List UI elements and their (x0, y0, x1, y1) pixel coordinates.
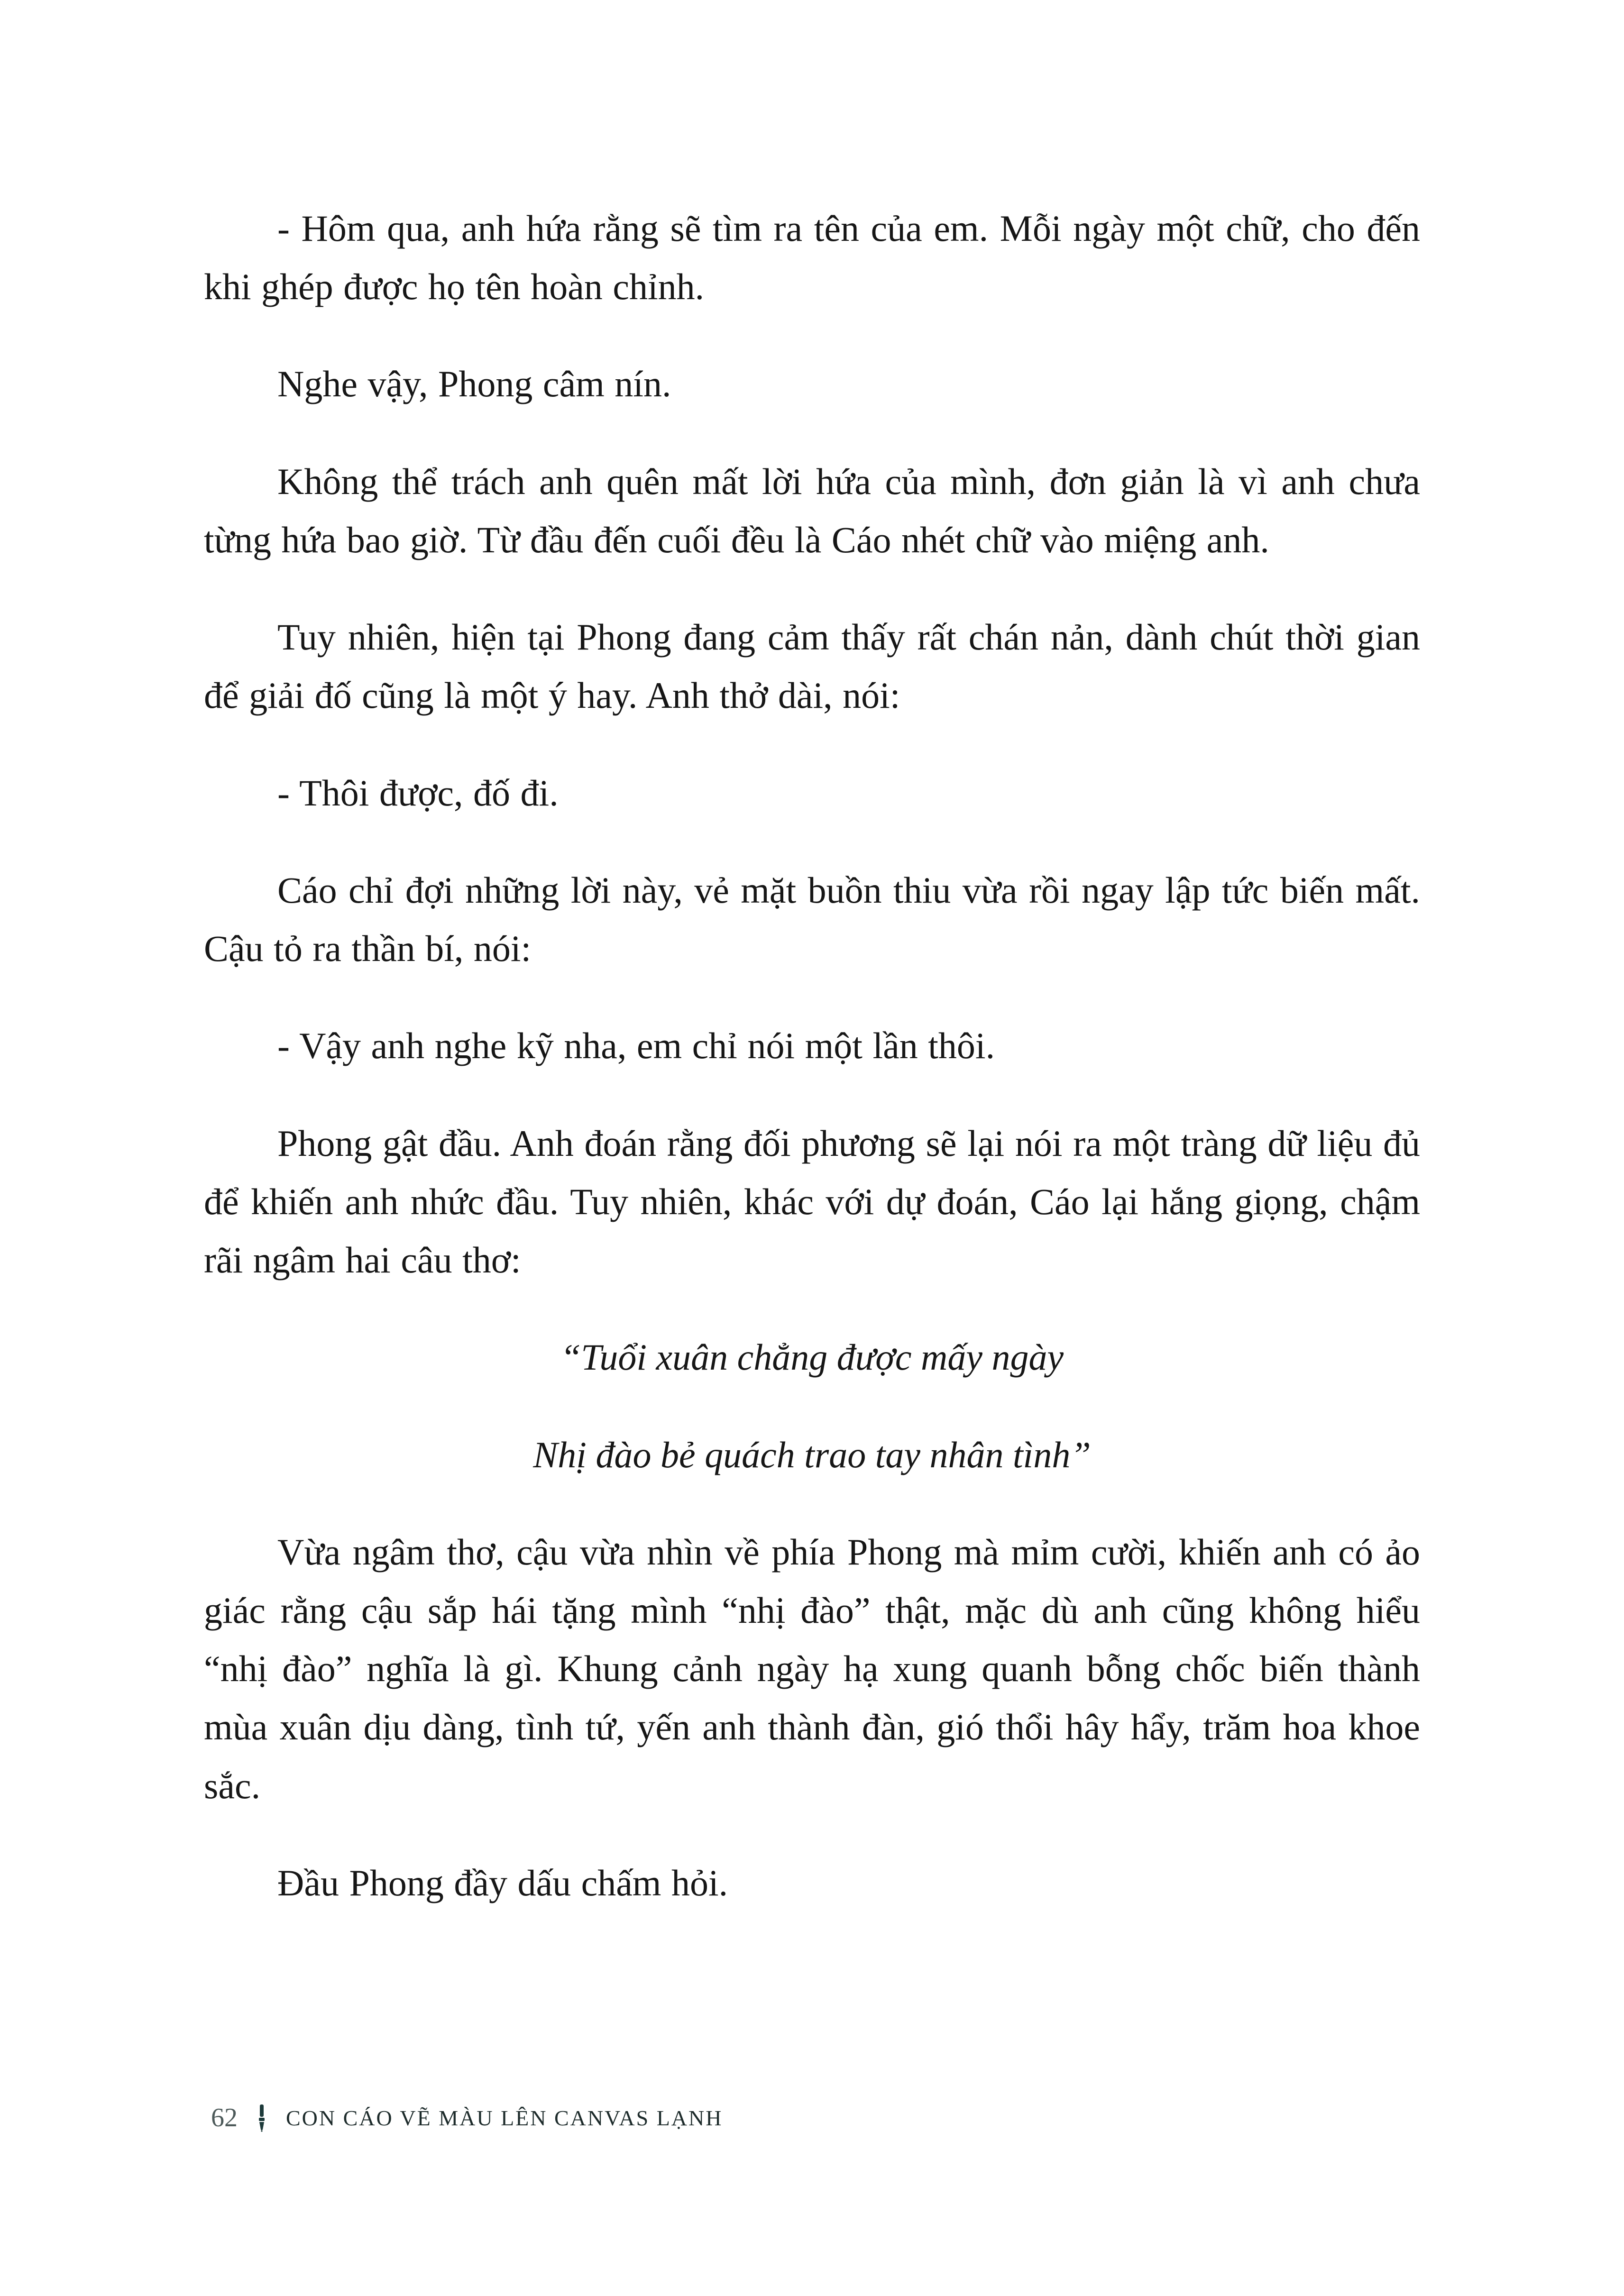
paragraph: Cáo chỉ đợi những lời này, vẻ mặt buồn thiu vừa rồi ngay lập tức biến mất. Cậu tỏ ra thần bí, nói: (204, 869, 1420, 970)
paragraph: Nghe vậy, Phong câm nín. (277, 363, 671, 405)
paragraph: Tuy nhiên, hiện tại Phong đang cảm thấy rất chán nản, dành chút thời gian để giải đố cũng là một ý hay. Anh thở dài, nói: (204, 616, 1420, 716)
page-footer (211, 2103, 723, 2133)
paragraph: Không thể trách anh quên mất lời hứa của mình, đơn giản là vì anh chưa từng hứa bao giờ. Từ đầu đến cuối đều là Cáo nhét chữ vào miệng anh. (204, 460, 1420, 560)
poem-line: Nhị đào bẻ quách trao tay nhân tình” (533, 1434, 1091, 1475)
paintbrush-icon (254, 2104, 270, 2132)
body-text (204, 199, 1420, 1951)
poem-line: “Tuổi xuân chẳng được mấy ngày (560, 1336, 1064, 1378)
paragraph: - Thôi được, đố đi. (277, 772, 559, 814)
book-title: CON CÁO VẼ MÀU LÊN CANVAS LẠNH (286, 2105, 723, 2130)
paragraph: - Vậy anh nghe kỹ nha, em chỉ nói một lần thôi. (277, 1025, 995, 1067)
paragraph: Phong gật đầu. Anh đoán rằng đối phương sẽ lại nói ra một tràng dữ liệu đủ để khiến anh nhức đầu. Tuy nhiên, khác với dự đoán, Cáo lại hắng giọng, chậm rãi ngâm hai câu thơ: (204, 1122, 1420, 1281)
paragraph: - Hôm qua, anh hứa rằng sẽ tìm ra tên của em. Mỗi ngày một chữ, cho đến khi ghép được họ tên hoàn chỉnh. (204, 208, 1420, 308)
paragraph: Vừa ngâm thơ, cậu vừa nhìn về phía Phong mà mỉm cười, khiến anh có ảo giác rằng cậu sắp hái tặng mình “nhị đào” thật, mặc dù anh cũng không hiểu “nhị đào” nghĩa là gì. Khung cảnh ngày hạ xung quanh bỗng chốc biến thành mùa xuân dịu dàng, tình tứ, yến anh thành đàn, gió thổi hây hẩy, trăm hoa khoe sắc. (204, 1531, 1420, 1806)
paragraph: Đầu Phong đầy dấu chấm hỏi. (277, 1862, 728, 1903)
page-number: 62 (211, 2103, 238, 2132)
